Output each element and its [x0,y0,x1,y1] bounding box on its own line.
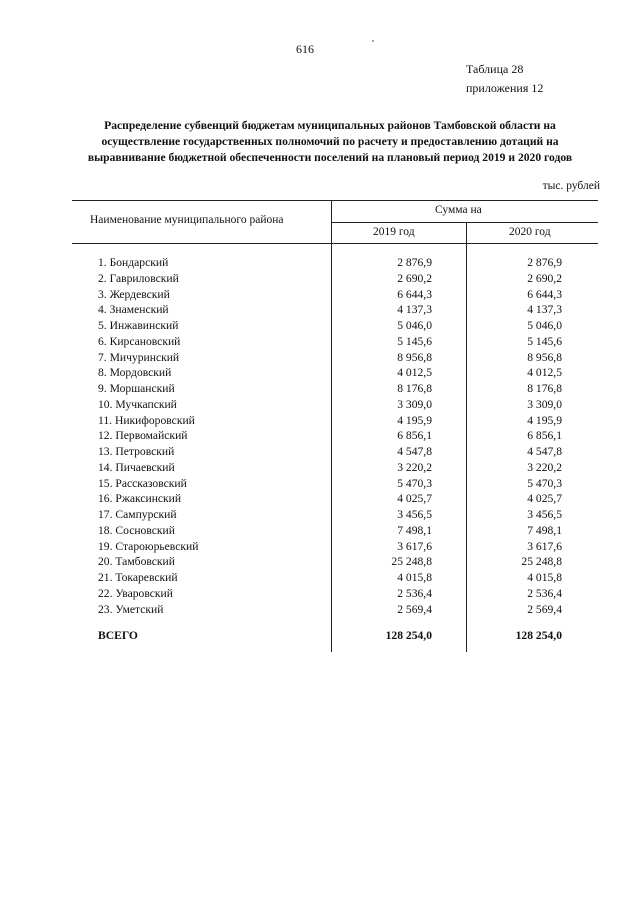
value-2020: 2 876,9 [527,256,562,269]
value-2019: 4 195,9 [397,413,432,427]
district-name: 21. Токаревский [98,571,178,584]
value-2020: 2 569,4 [527,602,562,616]
appendix-reference: приложения 12 [466,81,544,95]
district-name: 14. Пичаевский [98,460,175,474]
value-2020: 2 690,2 [527,271,562,285]
table-row [0,319,640,335]
district-name: 4. Знаменский [98,303,169,317]
district-name: 9. Моршанский [98,382,175,395]
value-2019: 8 176,8 [397,382,432,395]
value-2020: 4 137,3 [527,303,562,317]
district-name: 12. Первомайский [98,429,188,443]
table-top-rule [72,200,598,201]
district-name: 2. Гавриловский [98,271,179,285]
value-2020: 6 644,3 [527,287,562,301]
district-name: 13. Петровский [98,445,175,458]
total-row [0,629,640,645]
district-name: 10. Мучкапский [98,397,177,411]
value-2019: 8 956,8 [397,350,432,364]
value-2020: 4 015,8 [527,571,562,584]
value-2019: 2 569,4 [397,602,432,616]
district-name: 19. Староюрьевский [98,539,199,553]
value-2019: 2 690,2 [397,271,432,285]
district-name: 1. Бондарский [98,256,169,269]
table-row [0,587,640,603]
value-2019: 3 617,6 [397,539,432,553]
table-number: Таблица 28 [466,62,524,76]
page-number: 616 [296,42,314,56]
table-row [0,335,640,351]
value-2020: 25 248,8 [521,555,562,569]
district-name: 5. Инжавинский [98,319,179,332]
value-2020: 2 536,4 [527,586,562,600]
district-name: 11. Никифоровский [98,413,195,427]
table-row [0,351,640,367]
value-2020: 4 195,9 [527,413,562,427]
table-row [0,477,640,493]
district-name: 15. Рассказовский [98,476,187,490]
value-2019: 5 046,0 [397,319,432,332]
table-row [0,603,640,619]
district-name: 7. Мичуринский [98,350,180,364]
header-year-2019: 2019 год [373,226,415,238]
table-row [0,461,640,477]
table-row [0,272,640,288]
value-2020: 5 046,0 [527,319,562,332]
table-row [0,288,640,304]
unit-label: тыс. рублей [542,180,600,192]
value-2019: 6 644,3 [397,287,432,301]
total-label: ВСЕГО [98,629,138,642]
title-line-2: осуществление государственных полномочий по расчету и предоставлению дотаций на [101,135,559,148]
district-name: 17. Сампурский [98,508,177,521]
table-row [0,508,640,524]
value-2020: 4 547,8 [527,445,562,458]
scan-speck [372,40,374,42]
value-2019: 3 456,5 [397,508,432,521]
value-2020: 6 856,1 [527,429,562,443]
table-row [0,492,640,508]
value-2020: 4 025,7 [527,492,562,506]
district-name: 18. Сосновский [98,523,175,537]
document-title [60,118,600,166]
value-2020: 3 309,0 [527,397,562,411]
district-name: 20. Тамбовский [98,555,175,569]
table-row [0,398,640,414]
district-name: 8. Мордовский [98,366,172,380]
value-2019: 2 536,4 [397,586,432,600]
table-row [0,524,640,540]
value-2020: 5 145,6 [527,334,562,348]
value-2019: 5 470,3 [397,476,432,490]
header-sum-group: Сумма на [435,204,482,216]
value-2019: 2 876,9 [397,256,432,269]
total-2020: 128 254,0 [515,629,562,642]
table-row [0,445,640,461]
header-bottom-rule [72,243,598,244]
value-2019: 7 498,1 [397,523,432,537]
district-name: 23. Уметский [98,602,164,616]
header-split-rule [331,222,598,223]
value-2020: 3 456,5 [527,508,562,521]
district-name: 3. Жердевский [98,287,170,301]
value-2019: 6 856,1 [397,429,432,443]
table-row [0,555,640,571]
title-line-1: Распределение субвенций бюджетам муниципальных районов Тамбовской области на [104,119,556,132]
table-row [0,256,640,272]
header-name-column: Наименование муниципального района [90,214,284,226]
total-2019: 128 254,0 [385,629,432,642]
value-2019: 4 025,7 [397,492,432,506]
table-row [0,366,640,382]
value-2019: 4 012,5 [397,366,432,380]
value-2019: 25 248,8 [391,555,432,569]
value-2020: 7 498,1 [527,523,562,537]
value-2019: 3 309,0 [397,397,432,411]
district-name: 16. Ржаксинский [98,492,182,506]
table-row [0,429,640,445]
table-row [0,382,640,398]
value-2020: 8 176,8 [527,382,562,395]
value-2020: 5 470,3 [527,476,562,490]
value-2019: 3 220,2 [397,460,432,474]
value-2019: 4 547,8 [397,445,432,458]
table-row [0,571,640,587]
table-row [0,414,640,430]
value-2020: 3 220,2 [527,460,562,474]
title-line-3: выравнивание бюджетной обеспеченности поселений на плановый период 2019 и 2020 годов [87,151,573,164]
value-2019: 4 015,8 [397,571,432,584]
district-name: 6. Кирсановский [98,334,181,348]
header-year-2020: 2020 год [509,226,551,238]
table-row [0,303,640,319]
value-2020: 3 617,6 [527,539,562,553]
value-2020: 4 012,5 [527,366,562,380]
value-2019: 4 137,3 [397,303,432,317]
value-2019: 5 145,6 [397,334,432,348]
table-row [0,540,640,556]
value-2020: 8 956,8 [527,350,562,364]
district-name: 22. Уваровский [98,586,173,600]
table-reference [466,60,543,98]
